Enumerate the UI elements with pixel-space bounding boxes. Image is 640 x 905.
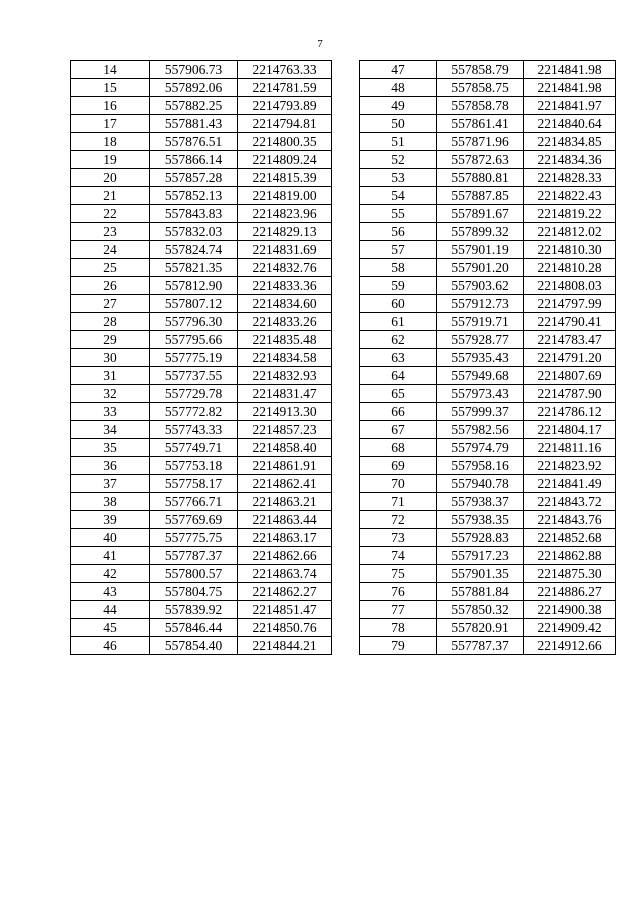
- table-row: [360, 385, 616, 403]
- point-number-cell: 69: [360, 457, 437, 475]
- y-coordinate-cell: 2214819.22: [524, 205, 616, 223]
- table-row: [71, 421, 332, 439]
- y-coordinate-cell: 2214810.30: [524, 241, 616, 259]
- coordinates-table-left-body: [71, 61, 332, 655]
- x-coordinate-cell: 557892.06: [150, 79, 238, 97]
- x-coordinate-cell: 557807.12: [150, 295, 238, 313]
- table-row: [360, 439, 616, 457]
- x-coordinate-cell: 557958.16: [437, 457, 524, 475]
- point-number-cell: 43: [71, 583, 150, 601]
- x-coordinate-cell: 557858.79: [437, 61, 524, 79]
- x-coordinate-cell: 557769.69: [150, 511, 238, 529]
- x-coordinate-cell: 557881.84: [437, 583, 524, 601]
- point-number-cell: 49: [360, 97, 437, 115]
- y-coordinate-cell: 2214808.03: [524, 277, 616, 295]
- point-number-cell: 61: [360, 313, 437, 331]
- y-coordinate-cell: 2214823.96: [238, 205, 332, 223]
- table-row: [360, 493, 616, 511]
- x-coordinate-cell: 557938.37: [437, 493, 524, 511]
- y-coordinate-cell: 2214834.85: [524, 133, 616, 151]
- table-row: [360, 97, 616, 115]
- point-number-cell: 77: [360, 601, 437, 619]
- y-coordinate-cell: 2214831.69: [238, 241, 332, 259]
- point-number-cell: 33: [71, 403, 150, 421]
- y-coordinate-cell: 2214790.41: [524, 313, 616, 331]
- point-number-cell: 32: [71, 385, 150, 403]
- y-coordinate-cell: 2214833.26: [238, 313, 332, 331]
- x-coordinate-cell: 557729.78: [150, 385, 238, 403]
- y-coordinate-cell: 2214822.43: [524, 187, 616, 205]
- point-number-cell: 59: [360, 277, 437, 295]
- y-coordinate-cell: 2214787.90: [524, 385, 616, 403]
- y-coordinate-cell: 2214786.12: [524, 403, 616, 421]
- point-number-cell: 40: [71, 529, 150, 547]
- x-coordinate-cell: 557880.81: [437, 169, 524, 187]
- x-coordinate-cell: 557737.55: [150, 367, 238, 385]
- x-coordinate-cell: 557912.73: [437, 295, 524, 313]
- x-coordinate-cell: 557766.71: [150, 493, 238, 511]
- point-number-cell: 39: [71, 511, 150, 529]
- y-coordinate-cell: 2214857.23: [238, 421, 332, 439]
- table-row: [71, 583, 332, 601]
- table-row: [360, 565, 616, 583]
- x-coordinate-cell: 557935.43: [437, 349, 524, 367]
- point-number-cell: 18: [71, 133, 150, 151]
- table-row: [71, 403, 332, 421]
- page-number: 7: [317, 38, 323, 50]
- table-row: [360, 637, 616, 655]
- y-coordinate-cell: 2214810.28: [524, 259, 616, 277]
- y-coordinate-cell: 2214791.20: [524, 349, 616, 367]
- y-coordinate-cell: 2214841.98: [524, 61, 616, 79]
- point-number-cell: 46: [71, 637, 150, 655]
- y-coordinate-cell: 2214863.17: [238, 529, 332, 547]
- point-number-cell: 26: [71, 277, 150, 295]
- table-row: [71, 79, 332, 97]
- point-number-cell: 16: [71, 97, 150, 115]
- x-coordinate-cell: 557743.33: [150, 421, 238, 439]
- table-row: [71, 475, 332, 493]
- x-coordinate-cell: 557772.82: [150, 403, 238, 421]
- x-coordinate-cell: 557899.32: [437, 223, 524, 241]
- point-number-cell: 44: [71, 601, 150, 619]
- y-coordinate-cell: 2214812.02: [524, 223, 616, 241]
- x-coordinate-cell: 557871.96: [437, 133, 524, 151]
- point-number-cell: 78: [360, 619, 437, 637]
- point-number-cell: 70: [360, 475, 437, 493]
- y-coordinate-cell: 2214831.47: [238, 385, 332, 403]
- x-coordinate-cell: 557919.71: [437, 313, 524, 331]
- y-coordinate-cell: 2214794.81: [238, 115, 332, 133]
- point-number-cell: 55: [360, 205, 437, 223]
- y-coordinate-cell: 2214834.36: [524, 151, 616, 169]
- x-coordinate-cell: 557949.68: [437, 367, 524, 385]
- point-number-cell: 41: [71, 547, 150, 565]
- y-coordinate-cell: 2214832.76: [238, 259, 332, 277]
- table-row: [360, 223, 616, 241]
- y-coordinate-cell: 2214858.40: [238, 439, 332, 457]
- y-coordinate-cell: 2214829.13: [238, 223, 332, 241]
- table-row: [360, 583, 616, 601]
- x-coordinate-cell: 557846.44: [150, 619, 238, 637]
- x-coordinate-cell: 557852.13: [150, 187, 238, 205]
- table-row: [71, 619, 332, 637]
- x-coordinate-cell: 557753.18: [150, 457, 238, 475]
- table-row: [360, 241, 616, 259]
- point-number-cell: 65: [360, 385, 437, 403]
- point-number-cell: 79: [360, 637, 437, 655]
- point-number-cell: 27: [71, 295, 150, 313]
- x-coordinate-cell: 557881.43: [150, 115, 238, 133]
- x-coordinate-cell: 557787.37: [437, 637, 524, 655]
- table-row: [71, 493, 332, 511]
- point-number-cell: 35: [71, 439, 150, 457]
- table-row: [360, 367, 616, 385]
- coordinates-table-right-body: [360, 61, 616, 655]
- y-coordinate-cell: 2214841.98: [524, 79, 616, 97]
- point-number-cell: 17: [71, 115, 150, 133]
- table-row: [360, 151, 616, 169]
- coordinates-table-right: [359, 60, 616, 655]
- table-row: [71, 241, 332, 259]
- x-coordinate-cell: 557973.43: [437, 385, 524, 403]
- y-coordinate-cell: 2214863.21: [238, 493, 332, 511]
- y-coordinate-cell: 2214862.41: [238, 475, 332, 493]
- table-row: [71, 367, 332, 385]
- x-coordinate-cell: 557832.03: [150, 223, 238, 241]
- y-coordinate-cell: 2214834.60: [238, 295, 332, 313]
- coordinates-table-left: [70, 60, 332, 655]
- y-coordinate-cell: 2214863.44: [238, 511, 332, 529]
- x-coordinate-cell: 557775.19: [150, 349, 238, 367]
- x-coordinate-cell: 557804.75: [150, 583, 238, 601]
- x-coordinate-cell: 557917.23: [437, 547, 524, 565]
- y-coordinate-cell: 2214862.66: [238, 547, 332, 565]
- x-coordinate-cell: 557850.32: [437, 601, 524, 619]
- x-coordinate-cell: 557891.67: [437, 205, 524, 223]
- y-coordinate-cell: 2214835.48: [238, 331, 332, 349]
- x-coordinate-cell: 557749.71: [150, 439, 238, 457]
- point-number-cell: 31: [71, 367, 150, 385]
- point-number-cell: 47: [360, 61, 437, 79]
- y-coordinate-cell: 2214852.68: [524, 529, 616, 547]
- point-number-cell: 21: [71, 187, 150, 205]
- x-coordinate-cell: 557796.30: [150, 313, 238, 331]
- point-number-cell: 19: [71, 151, 150, 169]
- x-coordinate-cell: 557906.73: [150, 61, 238, 79]
- y-coordinate-cell: 2214804.17: [524, 421, 616, 439]
- y-coordinate-cell: 2214828.33: [524, 169, 616, 187]
- table-row: [360, 403, 616, 421]
- point-number-cell: 24: [71, 241, 150, 259]
- y-coordinate-cell: 2214823.92: [524, 457, 616, 475]
- table-row: [360, 79, 616, 97]
- point-number-cell: 29: [71, 331, 150, 349]
- x-coordinate-cell: 557857.28: [150, 169, 238, 187]
- point-number-cell: 14: [71, 61, 150, 79]
- point-number-cell: 38: [71, 493, 150, 511]
- x-coordinate-cell: 557800.57: [150, 565, 238, 583]
- y-coordinate-cell: 2214900.38: [524, 601, 616, 619]
- table-row: [71, 61, 332, 79]
- point-number-cell: 56: [360, 223, 437, 241]
- x-coordinate-cell: 557903.62: [437, 277, 524, 295]
- point-number-cell: 75: [360, 565, 437, 583]
- y-coordinate-cell: 2214797.99: [524, 295, 616, 313]
- table-row: [71, 385, 332, 403]
- point-number-cell: 30: [71, 349, 150, 367]
- x-coordinate-cell: 557901.19: [437, 241, 524, 259]
- point-number-cell: 45: [71, 619, 150, 637]
- x-coordinate-cell: 557858.78: [437, 97, 524, 115]
- table-row: [71, 637, 332, 655]
- x-coordinate-cell: 557928.83: [437, 529, 524, 547]
- table-row: [360, 133, 616, 151]
- point-number-cell: 51: [360, 133, 437, 151]
- x-coordinate-cell: 557872.63: [437, 151, 524, 169]
- point-number-cell: 23: [71, 223, 150, 241]
- table-row: [360, 205, 616, 223]
- y-coordinate-cell: 2214913.30: [238, 403, 332, 421]
- x-coordinate-cell: 557928.77: [437, 331, 524, 349]
- y-coordinate-cell: 2214763.33: [238, 61, 332, 79]
- x-coordinate-cell: 557882.25: [150, 97, 238, 115]
- x-coordinate-cell: 557974.79: [437, 439, 524, 457]
- y-coordinate-cell: 2214781.59: [238, 79, 332, 97]
- y-coordinate-cell: 2214909.42: [524, 619, 616, 637]
- y-coordinate-cell: 2214844.21: [238, 637, 332, 655]
- y-coordinate-cell: 2214843.72: [524, 493, 616, 511]
- x-coordinate-cell: 557795.66: [150, 331, 238, 349]
- y-coordinate-cell: 2214843.76: [524, 511, 616, 529]
- x-coordinate-cell: 557861.41: [437, 115, 524, 133]
- table-row: [360, 601, 616, 619]
- x-coordinate-cell: 557866.14: [150, 151, 238, 169]
- point-number-cell: 28: [71, 313, 150, 331]
- x-coordinate-cell: 557854.40: [150, 637, 238, 655]
- point-number-cell: 66: [360, 403, 437, 421]
- table-row: [360, 619, 616, 637]
- y-coordinate-cell: 2214850.76: [238, 619, 332, 637]
- table-row: [71, 97, 332, 115]
- y-coordinate-cell: 2214783.47: [524, 331, 616, 349]
- table-row: [71, 205, 332, 223]
- y-coordinate-cell: 2214841.97: [524, 97, 616, 115]
- table-row: [71, 565, 332, 583]
- point-number-cell: 57: [360, 241, 437, 259]
- table-row: [360, 529, 616, 547]
- point-number-cell: 74: [360, 547, 437, 565]
- table-row: [360, 547, 616, 565]
- table-row: [71, 151, 332, 169]
- table-row: [360, 511, 616, 529]
- table-row: [71, 601, 332, 619]
- x-coordinate-cell: 557812.90: [150, 277, 238, 295]
- point-number-cell: 67: [360, 421, 437, 439]
- point-number-cell: 15: [71, 79, 150, 97]
- table-row: [71, 277, 332, 295]
- point-number-cell: 22: [71, 205, 150, 223]
- table-row: [71, 187, 332, 205]
- table-row: [71, 295, 332, 313]
- point-number-cell: 53: [360, 169, 437, 187]
- y-coordinate-cell: 2214819.00: [238, 187, 332, 205]
- x-coordinate-cell: 557876.51: [150, 133, 238, 151]
- x-coordinate-cell: 557901.35: [437, 565, 524, 583]
- y-coordinate-cell: 2214809.24: [238, 151, 332, 169]
- table-row: [360, 475, 616, 493]
- point-number-cell: 71: [360, 493, 437, 511]
- point-number-cell: 52: [360, 151, 437, 169]
- x-coordinate-cell: 557901.20: [437, 259, 524, 277]
- point-number-cell: 50: [360, 115, 437, 133]
- table-row: [360, 61, 616, 79]
- table-row: [71, 511, 332, 529]
- table-row: [71, 223, 332, 241]
- table-row: [71, 439, 332, 457]
- y-coordinate-cell: 2214833.36: [238, 277, 332, 295]
- table-row: [360, 295, 616, 313]
- point-number-cell: 73: [360, 529, 437, 547]
- x-coordinate-cell: 557858.75: [437, 79, 524, 97]
- y-coordinate-cell: 2214807.69: [524, 367, 616, 385]
- table-row: [360, 349, 616, 367]
- table-row: [71, 259, 332, 277]
- x-coordinate-cell: 557821.35: [150, 259, 238, 277]
- table-row: [360, 421, 616, 439]
- y-coordinate-cell: 2214815.39: [238, 169, 332, 187]
- table-row: [71, 457, 332, 475]
- point-number-cell: 63: [360, 349, 437, 367]
- table-row: [360, 259, 616, 277]
- y-coordinate-cell: 2214811.16: [524, 439, 616, 457]
- table-row: [360, 169, 616, 187]
- x-coordinate-cell: 557940.78: [437, 475, 524, 493]
- point-number-cell: 68: [360, 439, 437, 457]
- y-coordinate-cell: 2214875.30: [524, 565, 616, 583]
- y-coordinate-cell: 2214800.35: [238, 133, 332, 151]
- table-row: [71, 349, 332, 367]
- x-coordinate-cell: 557824.74: [150, 241, 238, 259]
- point-number-cell: 76: [360, 583, 437, 601]
- x-coordinate-cell: 557887.85: [437, 187, 524, 205]
- point-number-cell: 72: [360, 511, 437, 529]
- point-number-cell: 62: [360, 331, 437, 349]
- y-coordinate-cell: 2214851.47: [238, 601, 332, 619]
- table-row: [360, 115, 616, 133]
- y-coordinate-cell: 2214912.66: [524, 637, 616, 655]
- table-row: [71, 115, 332, 133]
- x-coordinate-cell: 557839.92: [150, 601, 238, 619]
- table-row: [360, 313, 616, 331]
- table-row: [360, 187, 616, 205]
- table-row: [71, 529, 332, 547]
- point-number-cell: 48: [360, 79, 437, 97]
- point-number-cell: 42: [71, 565, 150, 583]
- x-coordinate-cell: 557787.37: [150, 547, 238, 565]
- y-coordinate-cell: 2214793.89: [238, 97, 332, 115]
- x-coordinate-cell: 557938.35: [437, 511, 524, 529]
- point-number-cell: 60: [360, 295, 437, 313]
- x-coordinate-cell: 557820.91: [437, 619, 524, 637]
- y-coordinate-cell: 2214832.93: [238, 367, 332, 385]
- point-number-cell: 54: [360, 187, 437, 205]
- y-coordinate-cell: 2214862.27: [238, 583, 332, 601]
- point-number-cell: 34: [71, 421, 150, 439]
- point-number-cell: 36: [71, 457, 150, 475]
- table-row: [360, 457, 616, 475]
- table-row: [71, 133, 332, 151]
- table-row: [71, 313, 332, 331]
- y-coordinate-cell: 2214863.74: [238, 565, 332, 583]
- x-coordinate-cell: 557843.83: [150, 205, 238, 223]
- point-number-cell: 20: [71, 169, 150, 187]
- y-coordinate-cell: 2214834.58: [238, 349, 332, 367]
- y-coordinate-cell: 2214862.88: [524, 547, 616, 565]
- point-number-cell: 37: [71, 475, 150, 493]
- table-row: [71, 331, 332, 349]
- point-number-cell: 25: [71, 259, 150, 277]
- y-coordinate-cell: 2214861.91: [238, 457, 332, 475]
- y-coordinate-cell: 2214840.64: [524, 115, 616, 133]
- y-coordinate-cell: 2214841.49: [524, 475, 616, 493]
- point-number-cell: 64: [360, 367, 437, 385]
- x-coordinate-cell: 557982.56: [437, 421, 524, 439]
- table-row: [71, 547, 332, 565]
- y-coordinate-cell: 2214886.27: [524, 583, 616, 601]
- table-row: [360, 277, 616, 295]
- x-coordinate-cell: 557999.37: [437, 403, 524, 421]
- point-number-cell: 58: [360, 259, 437, 277]
- x-coordinate-cell: 557775.75: [150, 529, 238, 547]
- x-coordinate-cell: 557758.17: [150, 475, 238, 493]
- table-row: [71, 169, 332, 187]
- table-row: [360, 331, 616, 349]
